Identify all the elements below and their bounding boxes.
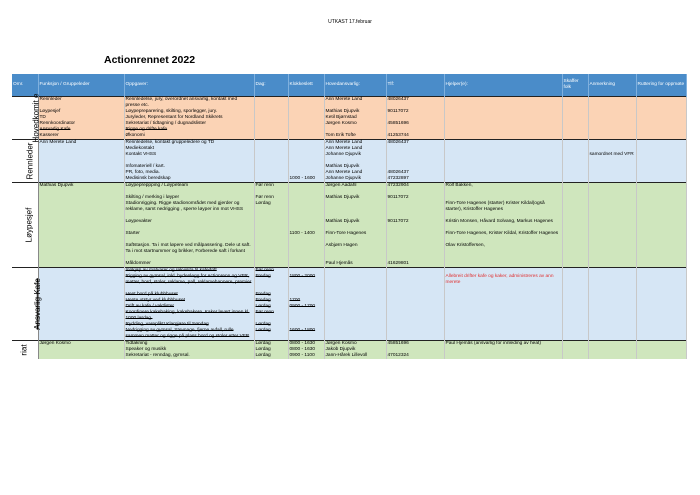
table-cell	[254, 231, 288, 243]
table-cell	[444, 152, 562, 164]
table-row	[12, 328, 686, 341]
table-cell	[588, 243, 636, 261]
section-label-text: Rennleder	[25, 142, 35, 180]
table-cell: 1000 - 1600	[288, 176, 324, 183]
table-cell: Nedrigging av gymsal, Stevnage, fjerne avfall, rulle sammen matter og rigge på plass bord og stoler etter VFR	[124, 328, 254, 341]
table-cell: Finn-Tore Hagenes (starter) Krister Kildal(også starter), Kristoffer Hagenes	[444, 201, 562, 219]
table-cell	[636, 97, 686, 110]
table-cell: Ann Merete Land	[324, 170, 386, 176]
table-cell	[562, 353, 588, 359]
section-label-text: Ansvarlig Kafe	[32, 277, 42, 330]
table-cell: Mathias Djupvik	[324, 164, 386, 170]
table-cell: Før renn	[254, 267, 288, 274]
table-cell	[386, 274, 444, 292]
table-row	[12, 353, 686, 359]
table-cell: Tidtakning	[124, 340, 254, 347]
table-cell	[324, 201, 386, 219]
table-cell	[588, 219, 636, 231]
table-cell: 0800 - 1630	[288, 347, 324, 353]
table-cell: 0900 - 1700	[288, 304, 324, 310]
table-cell	[386, 231, 444, 243]
table-cell: Finn-Tore Hagenes, Krister Kildal, Kristoffer Hagenes	[444, 231, 562, 243]
table-cell: Olav Kristoffersen,	[444, 243, 562, 261]
table-cell: 48026437	[386, 97, 444, 110]
table-cell	[254, 97, 288, 110]
table-cell: Rennledelse, jury, overordnet ansvarlig, kontakt med presse etc.	[124, 97, 254, 110]
table-cell	[562, 274, 588, 292]
table-cell	[288, 219, 324, 231]
col-header: Klokkeslett	[288, 74, 324, 97]
table-cell	[444, 97, 562, 110]
table-cell	[636, 310, 686, 322]
table-cell: 90117072	[386, 195, 444, 201]
table-cell	[38, 243, 124, 261]
table-cell: Økonomi	[124, 133, 254, 140]
table-cell: Ketil Bjørnstad	[324, 115, 386, 121]
table-cell: Jakob Djupvik	[324, 347, 386, 353]
table-cell: Mathias Djupvik	[38, 183, 124, 195]
table-cell	[288, 97, 324, 110]
table-row	[12, 152, 686, 164]
table-cell: 48026437	[386, 170, 444, 176]
table-cell: 1700	[288, 298, 324, 304]
section-label-text: Hovedkomit e	[31, 93, 41, 143]
table-cell	[444, 353, 562, 359]
col-header: Oppgaver:	[124, 74, 254, 97]
table-cell	[588, 310, 636, 322]
table-row	[12, 274, 686, 292]
table-cell: Før renn	[254, 195, 288, 201]
table-cell: Tom Erik Tofte	[324, 133, 386, 140]
table-cell: Kristin Monsen, Håvard Solvang, Markus Hagenes	[444, 219, 562, 231]
table-cell: Koordinere kakebaking, kakebakere. Kaker levert innen kl. 1000 lørdag.	[124, 310, 254, 322]
section-label-ansvarlig_kafe	[12, 267, 42, 340]
table-cell	[386, 152, 444, 164]
table-cell: Mathias Djupvik	[324, 109, 386, 115]
table-cell: Rennledelse, kontakt gruppeledere og TD	[124, 140, 254, 147]
table-cell: 90117072	[386, 219, 444, 231]
col-header: Omr.	[12, 74, 38, 97]
table-cell	[562, 310, 588, 322]
table-cell: Løypepreparering, skilting, sporlegger, jury.	[124, 109, 254, 115]
table-cell: Paul Hjemås	[324, 261, 386, 268]
table-header-row	[12, 74, 686, 97]
table-cell	[636, 183, 686, 195]
table-cell: Ann Merete Land	[324, 97, 386, 110]
table-cell: 47232904	[386, 183, 444, 195]
table-cell	[38, 310, 124, 322]
table-cell: Asbjørn Hagen	[324, 243, 386, 261]
table-cell	[588, 97, 636, 110]
table-cell	[254, 152, 288, 164]
section-label-text: riat	[19, 343, 29, 356]
table-cell: Infomateriell / kart.	[124, 164, 254, 170]
table-cell	[588, 274, 636, 292]
table-cell: 45851696	[386, 340, 444, 347]
table-cell	[636, 353, 686, 359]
table-cell: Rydding, vareplikt! Klargjøre til Søndag	[124, 322, 254, 328]
col-header: Skaffer folk	[562, 74, 588, 97]
table-cell	[386, 310, 444, 322]
table-cell: TD	[38, 115, 124, 121]
table-cell: 1800 - 2000	[288, 274, 324, 292]
table-cell	[38, 274, 124, 292]
col-header: Tlf:	[386, 74, 444, 97]
table-cell: Ann Merete Land	[324, 146, 386, 152]
table-cell	[562, 97, 588, 110]
table-cell: Speaker og musikk	[124, 347, 254, 353]
table-cell: Finn-Tore Hagenes	[324, 231, 386, 243]
col-header: Ruttering for oppmøte	[636, 74, 686, 97]
table-cell	[38, 201, 124, 219]
col-header: Anmerkning	[588, 74, 636, 97]
table-cell	[636, 243, 686, 261]
table-cell	[288, 183, 324, 195]
table-cell: Fredag	[254, 298, 288, 304]
page-title: Actionrennet 2022	[104, 54, 196, 66]
table-cell: Sekretariat / tidtagning / dugnadslister	[124, 121, 254, 127]
table-row	[12, 183, 686, 195]
table-cell	[562, 219, 588, 231]
table-cell: Lørdag	[254, 304, 288, 310]
table-cell: Hente utstyr ved klubbhuset	[124, 298, 254, 304]
table-cell: Stadionrigging. Rigge stadionområdet med gjerder og reklame, samt nedrigging , sperre løyper inn mot VHSS	[124, 201, 254, 219]
table-cell: samordnet med VFR	[588, 152, 636, 164]
table-cell: Starter	[124, 231, 254, 243]
col-header: Hjelper(e):	[444, 74, 562, 97]
table-cell: Mediekontakt	[124, 146, 254, 152]
table-cell: Jørgen Kosmo	[324, 121, 386, 127]
table-cell	[562, 152, 588, 164]
section-label-sekretariat	[12, 340, 38, 359]
table-cell: Allebreit drifter kafe og kaker, administreres av ann merete	[444, 274, 562, 292]
table-cell: Ann Merete Land	[324, 140, 386, 147]
table-cell: Sekretariat - renndag, gymsal.	[124, 353, 254, 359]
table-cell	[562, 183, 588, 195]
table-cell: Rolf Bakken,	[444, 183, 562, 195]
table-cell	[636, 231, 686, 243]
table-cell: Fredag	[254, 292, 288, 298]
table-row	[12, 231, 686, 243]
table-cell: 47012324	[386, 353, 444, 359]
table-cell: Johanne Djupvik	[324, 176, 386, 183]
table-cell	[588, 353, 636, 359]
section-label-text: Løypesjef	[24, 207, 34, 243]
table-cell: Jørgen Kosmo	[324, 340, 386, 347]
table-cell: Jann-Hårek Lillevoll	[324, 353, 386, 359]
table-cell: Lørdag	[254, 353, 288, 359]
table-cell: Lørdag	[254, 201, 288, 219]
table-cell: 48026437	[386, 140, 444, 147]
table-row	[12, 310, 686, 322]
table-cell	[562, 231, 588, 243]
table-cell: Drift av kafe / vaktlister	[124, 304, 254, 310]
table-cell	[288, 243, 324, 261]
table-cell	[324, 328, 386, 341]
section-label-rennleder	[12, 140, 38, 183]
table-cell: Rennkoordinator	[38, 121, 124, 127]
section-label-lopesjef	[12, 183, 38, 268]
table-cell: Juryleder, Representant for Nordland Skikrets	[124, 115, 254, 121]
table-cell: Måldommer	[124, 261, 254, 268]
table-cell: Ansvarlig Kafe	[38, 127, 124, 133]
table-cell: Lørdag	[254, 328, 288, 341]
table-cell	[636, 201, 686, 219]
table-cell	[562, 201, 588, 219]
table-cell: Mathias Djupvik	[324, 219, 386, 231]
table-cell: 0800 - 1630	[288, 340, 324, 347]
table-cell	[324, 274, 386, 292]
table-cell	[588, 231, 636, 243]
table-cell: Rigging av gymsal, inkl. bydenlegg for Actionrenn og VFR, matter, bord, stoler, reklame, pall, reklamebannere, premier	[124, 274, 254, 292]
table-cell: Innkjøp av matvarer og rekvisita til kafedrift	[124, 267, 254, 274]
table-cell: 1600 - 1800	[288, 328, 324, 341]
section-label-hovedkomite	[12, 93, 41, 143]
table-cell: Kontakt VHSS	[124, 152, 254, 164]
table-cell: 47232897	[386, 176, 444, 183]
table-cell: Saftstasjon. Ta i mot løpere ved målpassering. Dele ut saft. Ta i mot startnummer og brikker, Forberede saft i forkant	[124, 243, 254, 261]
table-cell: Medisinsk beredskap	[124, 176, 254, 183]
col-header: Dag:	[254, 74, 288, 97]
table-cell	[288, 310, 324, 322]
col-header: Funksjon / Gruppeleder	[38, 74, 124, 97]
table-cell	[386, 243, 444, 261]
table-row	[12, 201, 686, 219]
table-cell	[288, 201, 324, 219]
table-cell	[324, 310, 386, 322]
table-cell: Johanne Djupvik	[324, 152, 386, 164]
table-cell: 45851696	[386, 121, 444, 127]
table-row	[12, 97, 686, 110]
table-cell	[588, 201, 636, 219]
table-cell: Løypesjef	[38, 109, 124, 115]
table-cell	[636, 274, 686, 292]
table-cell: 1100 - 1400	[288, 231, 324, 243]
duty-roster-table	[12, 74, 687, 359]
table-cell	[254, 219, 288, 231]
table-row	[12, 243, 686, 261]
table-cell: Lørdag	[254, 347, 288, 353]
table-cell	[636, 328, 686, 341]
table-cell	[288, 152, 324, 164]
table-cell: 41253744	[386, 133, 444, 140]
table-cell: Hent bord på klubbhuset	[124, 292, 254, 298]
table-cell: 90117072	[386, 109, 444, 115]
table-cell: Lørdag	[254, 340, 288, 347]
draft-note: UTKAST 17.februar	[328, 19, 372, 25]
table-cell: Løypevakter	[124, 219, 254, 231]
table-cell: 41629801	[386, 261, 444, 268]
table-cell: Løypepreppping / Løypeteam	[124, 183, 254, 195]
table-cell	[38, 152, 124, 164]
table-cell: Jørgen Aadahl	[324, 183, 386, 195]
table-cell	[444, 328, 562, 341]
table-cell: Rigge og drifte kafe	[124, 127, 254, 133]
table-cell	[38, 231, 124, 243]
table-cell: Lørdag	[254, 322, 288, 328]
table-cell: Paul Hjemås (ansvarlig for innleding av heat)	[444, 340, 562, 347]
table-cell: Kasserer	[38, 133, 124, 140]
table-cell: Ann Merete Land	[38, 140, 124, 147]
table-cell	[588, 183, 636, 195]
table-cell: Skilting / merking i løyper	[124, 195, 254, 201]
table-row	[12, 219, 686, 231]
table-cell	[636, 152, 686, 164]
table-cell: Før renn	[254, 310, 288, 322]
table-cell: Jørgen Kosmo	[38, 340, 124, 347]
table-cell	[444, 310, 562, 322]
table-cell: PR, foto, media.	[124, 170, 254, 176]
table-cell: Rennleder	[38, 97, 124, 110]
col-header: Hovedansvarlig:	[324, 74, 386, 97]
table-cell: Fredag	[254, 274, 288, 292]
table-cell: 0900 - 1100	[288, 353, 324, 359]
table-cell	[386, 328, 444, 341]
table-cell	[254, 243, 288, 261]
table-cell	[562, 328, 588, 341]
table-cell	[636, 219, 686, 231]
table-cell	[588, 328, 636, 341]
table-cell	[38, 353, 124, 359]
table-cell	[38, 328, 124, 341]
table-cell	[562, 243, 588, 261]
table-cell: Før renn	[254, 183, 288, 195]
table-cell	[38, 219, 124, 231]
table-cell: Mathias Djupvik	[324, 195, 386, 201]
table-cell	[386, 201, 444, 219]
